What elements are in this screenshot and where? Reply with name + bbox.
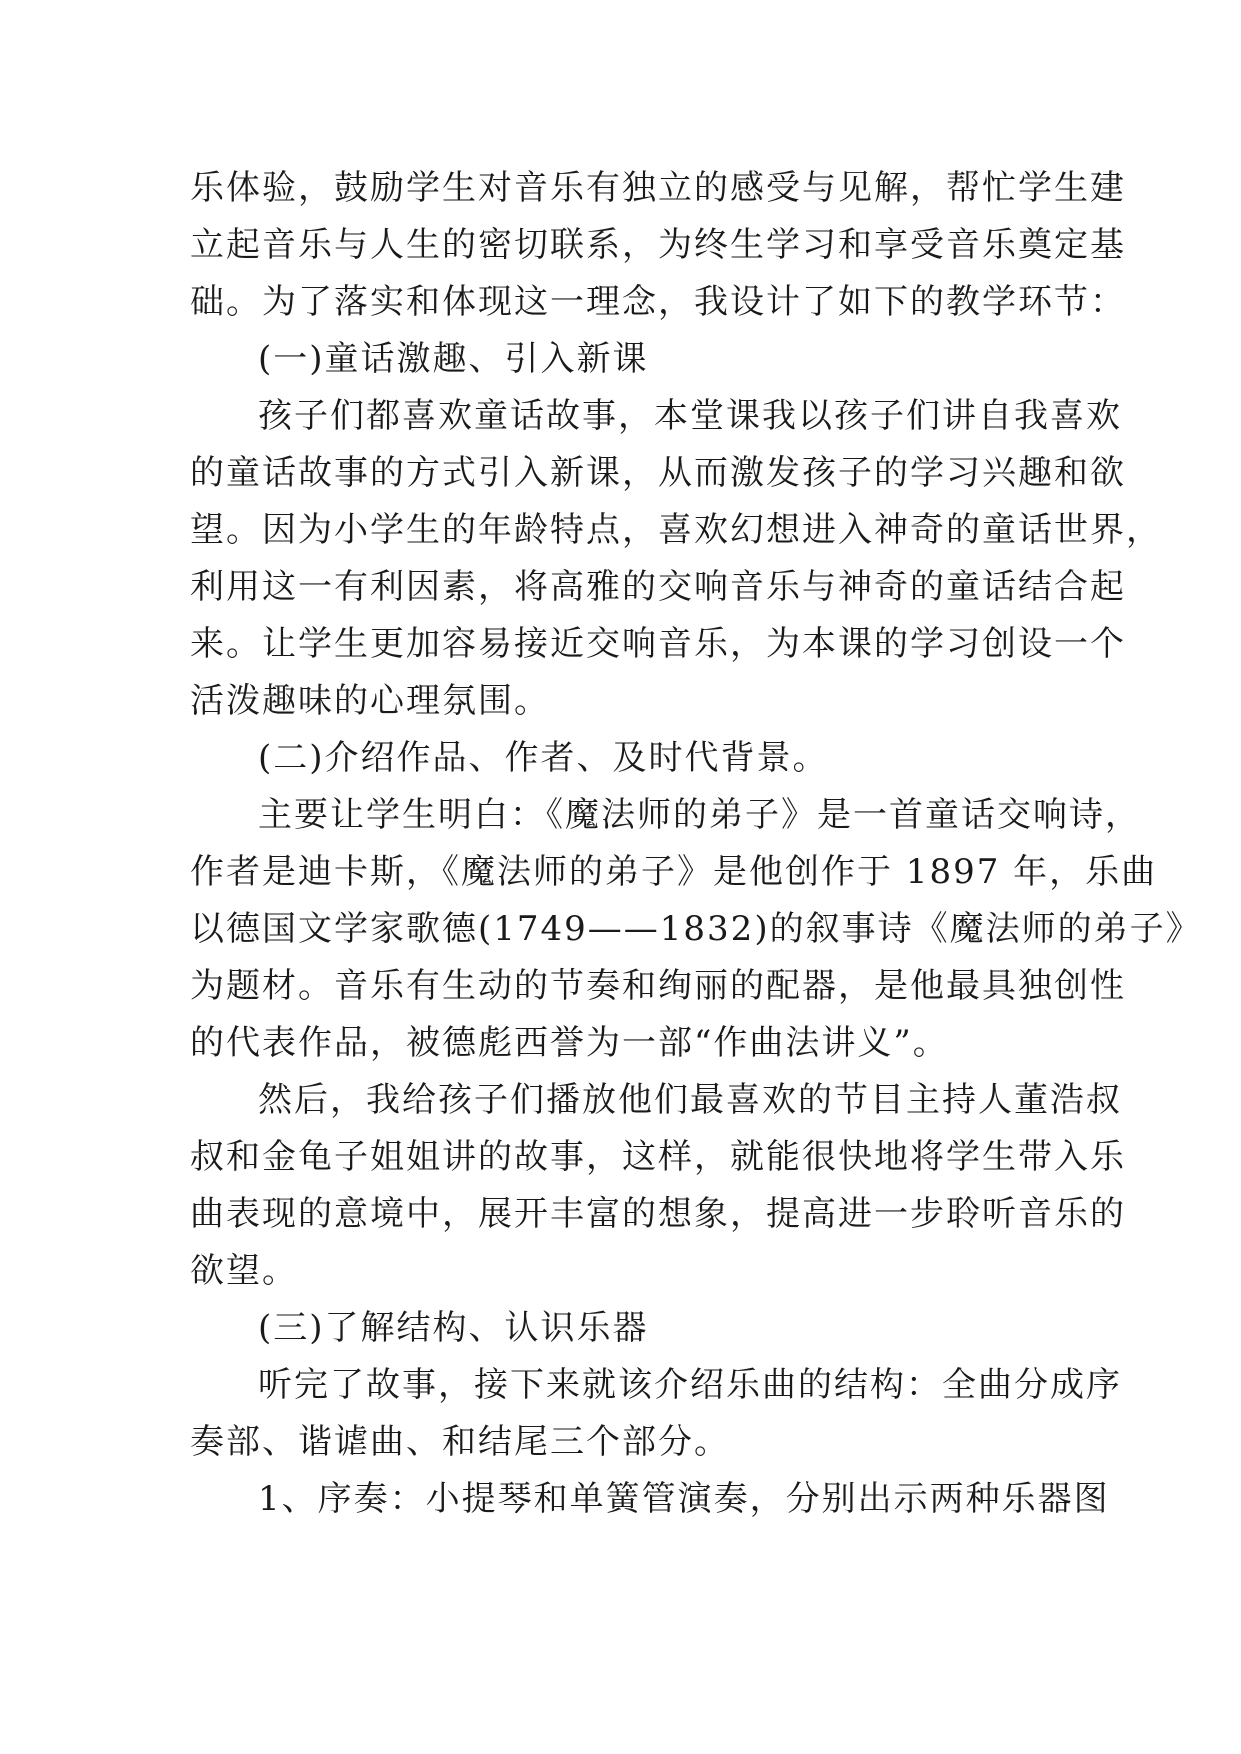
- text-line: 来。让学生更加容易接近交响音乐，为本课的学习创设一个: [190, 624, 1126, 664]
- text-line: 乐体验，鼓励学生对音乐有独立的感受与见解，帮忙学生建: [190, 168, 1126, 208]
- document-body: [190, 160, 1202, 1528]
- text-line: 的童话故事的方式引入新课，从而激发孩子的学习兴趣和欲: [190, 453, 1126, 493]
- text-line: 立起音乐与人生的密切联系，为终生学习和享受音乐奠定基: [190, 225, 1126, 265]
- text-line: 欲望。: [190, 1251, 298, 1291]
- text-line: 叔和金龟子姐姐讲的故事，这样，就能很快地将学生带入乐: [190, 1137, 1126, 1177]
- text-line: 听完了故事，接下来就该介绍乐曲的结构：全曲分成序: [258, 1365, 1122, 1405]
- text-line: 望。因为小学生的年龄特点，喜欢幻想进入神奇的童话世界，: [190, 510, 1162, 550]
- text-line: 以德国文学家歌德(1749——1832)的叙事诗《魔法师的弟子》: [190, 909, 1202, 949]
- text-line: (一)童话激趣、引入新课: [258, 339, 649, 379]
- text-line: 活泼趣味的心理氛围。: [190, 681, 550, 721]
- text-line: 利用这一有利因素，将高雅的交响音乐与神奇的童话结合起: [190, 567, 1126, 607]
- text-line: 主要让学生明白：《魔法师的弟子》是一首童话交响诗，: [258, 795, 1141, 835]
- text-line: 的代表作品，被德彪西誉为一部“作曲法讲义”。: [190, 1023, 949, 1063]
- text-line: 作者是迪卡斯，《魔法师的弟子》是他创作于 1897 年，乐曲: [190, 852, 1158, 892]
- text-line: (二)介绍作品、作者、及时代背景。: [258, 738, 829, 778]
- text-line: 为题材。音乐有生动的节奏和绚丽的配器，是他最具独创性: [190, 966, 1126, 1006]
- text-line: 奏部、谐谑曲、和结尾三个部分。: [190, 1422, 730, 1462]
- text-line: (三)了解结构、认识乐器: [258, 1308, 649, 1348]
- text-line: 曲表现的意境中，展开丰富的想象，提高进一步聆听音乐的: [190, 1194, 1126, 1234]
- text-line: 孩子们都喜欢童话故事，本堂课我以孩子们讲自我喜欢: [258, 396, 1122, 436]
- text-line: 1、序奏：小提琴和单簧管演奏，分别出示两种乐器图: [258, 1479, 1110, 1519]
- text-line: 然后，我给孩子们播放他们最喜欢的节目主持人董浩叔: [258, 1080, 1122, 1120]
- text-line: 础。为了落实和体现这一理念，我设计了如下的教学环节：: [190, 282, 1126, 322]
